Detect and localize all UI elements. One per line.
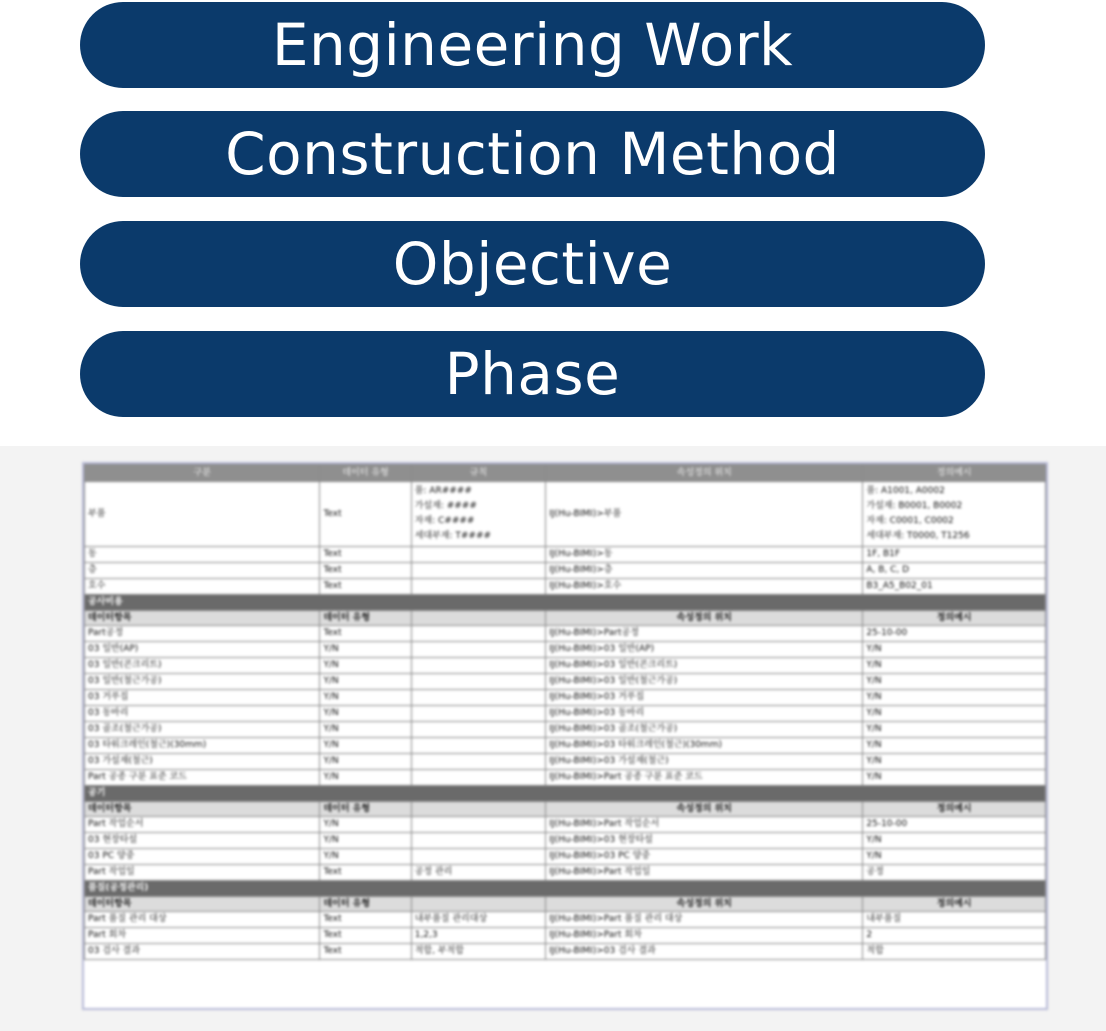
table-cell: 적합, 부적합 — [411, 944, 546, 960]
table-cell: Part 회차 — [85, 928, 320, 944]
table-cell — [411, 579, 546, 595]
table-cell: Text — [320, 865, 411, 881]
table-cell — [411, 817, 546, 833]
section-title: 공사비용 — [85, 595, 1046, 611]
table-row — [85, 674, 1046, 690]
table-cell — [411, 563, 546, 579]
table-row — [85, 928, 1046, 944]
table-row — [85, 817, 1046, 833]
table-cell: 03 PC 양중 — [85, 849, 320, 865]
cell-line: 자재: C0001, C0002 — [866, 516, 954, 526]
cell-line: 가설재: #### — [414, 501, 477, 511]
section-header-row — [85, 611, 1046, 626]
table-cell: 속성정의 위치 — [546, 802, 863, 817]
table-row — [85, 770, 1046, 786]
table-cell: 03 타워크레인(철근)(30mm) — [85, 738, 320, 754]
table-cell: 정의예시 — [863, 802, 1046, 817]
table-cell: Part 작업순서 — [85, 817, 320, 833]
table-cell — [411, 802, 546, 817]
table-cell: Y/N — [320, 642, 411, 658]
table-cell: Y/N — [320, 849, 411, 865]
table-row — [85, 738, 1046, 754]
table-cell: A, B, C, D — [863, 563, 1046, 579]
table-cell — [411, 897, 546, 912]
section-title: 품질(공정관리) — [85, 881, 1046, 897]
cell-line: 세대부재: T#### — [414, 531, 492, 541]
table-cell: 데이터항목 — [85, 802, 320, 817]
table-cell: 속성정의 위치 — [546, 465, 863, 482]
table-cell: IJ(Hu-BIMI)>03 현장타설 — [546, 833, 863, 849]
table-cell: Y/N — [863, 658, 1046, 674]
table-cell: 03 동바리 — [85, 706, 320, 722]
table-cell: Y/N — [863, 738, 1046, 754]
cell-line: 세대부재: T0000, T1256 — [866, 531, 970, 541]
table-cell: Y/N — [320, 770, 411, 786]
table-cell: 데이터 유형 — [320, 465, 411, 482]
table-cell: IJ(Hu-BIMI)>Part 작업일 — [546, 865, 863, 881]
table-cell: Y/N — [320, 658, 411, 674]
table-cell: IJ(Hu-BIMI)>03 일반(콘크리트) — [546, 658, 863, 674]
table-cell: Y/N — [320, 754, 411, 770]
table-cell: Y/N — [863, 642, 1046, 658]
data-definition-table — [84, 464, 1046, 960]
table-cell: Text — [320, 563, 411, 579]
table-cell: Text — [320, 626, 411, 642]
table-cell: 데이터 유형 — [320, 611, 411, 626]
table-cell: Y/N — [320, 722, 411, 738]
table-row — [85, 579, 1046, 595]
table-cell: 데이터 유형 — [320, 897, 411, 912]
table-cell: Y/N — [320, 690, 411, 706]
table-row — [85, 642, 1046, 658]
table-cell: IJ(Hu-BIMI)>03 거푸집 — [546, 690, 863, 706]
table-cell: 속성정의 위치 — [546, 611, 863, 626]
table-row — [85, 849, 1046, 865]
table-cell: IJ(Hu-BIMI)>03 일반(철근가공) — [546, 674, 863, 690]
table-cell: 1,2,3 — [411, 928, 546, 944]
table-cell: 적합 — [863, 944, 1046, 960]
table-cell: 03 가설재(철근) — [85, 754, 320, 770]
table-cell: Y/N — [320, 674, 411, 690]
section-header-row — [85, 802, 1046, 817]
table-row — [85, 658, 1046, 674]
construction-method-button[interactable]: Construction Method — [80, 111, 985, 197]
table-cell — [411, 658, 546, 674]
section-title-row — [85, 786, 1046, 802]
table-row — [85, 563, 1046, 579]
table-cell — [411, 611, 546, 626]
table-cell — [411, 482, 546, 547]
table-cell: Y/N — [320, 817, 411, 833]
table-cell: IJ(Hu-BIMI)>Part 품질 관리 대상 — [546, 912, 863, 928]
table-cell: 03 일반(철근가공) — [85, 674, 320, 690]
table-cell: 속성정의 위치 — [546, 897, 863, 912]
table-cell: 03 현장타설 — [85, 833, 320, 849]
table-cell — [411, 833, 546, 849]
table-cell: Part 공종 구분 표준 코드 — [85, 770, 320, 786]
table-cell: 정의예시 — [863, 465, 1046, 482]
table-cell — [411, 706, 546, 722]
table-cell: IJ(Hu-BIMI)>03 동바리 — [546, 706, 863, 722]
table-cell: Y/N — [863, 722, 1046, 738]
table-cell: Y/N — [863, 849, 1046, 865]
table-cell: 데이터 유형 — [320, 802, 411, 817]
table-cell: 부품 — [85, 482, 320, 547]
table-cell: 03 골조(철근가공) — [85, 722, 320, 738]
table-row — [85, 833, 1046, 849]
cell-line: 가설재: B0001, B0002 — [866, 501, 963, 511]
table-cell: 03 검사 결과 — [85, 944, 320, 960]
table-cell: B3_A5_B02_01 — [863, 579, 1046, 595]
section-title: 공기 — [85, 786, 1046, 802]
table-cell: IJ(Hu-BIMI)>Part 공종 구분 표준 코드 — [546, 770, 863, 786]
table-cell: Y/N — [863, 754, 1046, 770]
table-cell: IJ(Hu-BIMI)>Part 작업순서 — [546, 817, 863, 833]
table-cell: IJ(Hu-BIMI)>03 PC 양중 — [546, 849, 863, 865]
table-row — [85, 626, 1046, 642]
table-cell: IJ(Hu-BIMI)>03 골조(철근가공) — [546, 722, 863, 738]
table-cell: Y/N — [863, 674, 1046, 690]
table-cell: 25-10-00 — [863, 817, 1046, 833]
section-title-row — [85, 881, 1046, 897]
table-cell — [411, 626, 546, 642]
table-cell: 호수 — [85, 579, 320, 595]
table-cell: Text — [320, 482, 411, 547]
table-cell: 규칙 — [411, 465, 546, 482]
table-cell — [863, 482, 1046, 547]
table-cell: 03 거푸집 — [85, 690, 320, 706]
table-row — [85, 754, 1046, 770]
table-cell: IJ(Hu-BIMI)>03 검사 결과 — [546, 944, 863, 960]
table-row — [85, 865, 1046, 881]
engineering-work-button[interactable]: Engineering Work — [80, 2, 985, 88]
objective-button[interactable]: Objective — [80, 221, 985, 307]
table-cell — [411, 674, 546, 690]
table-cell: Y/N — [863, 770, 1046, 786]
table-cell: IJ(Hu-BIMI)>호수 — [546, 579, 863, 595]
table-cell: 2 — [863, 928, 1046, 944]
table-cell: Text — [320, 912, 411, 928]
table-cell: IJ(Hu-BIMI)>03 일반(AP) — [546, 642, 863, 658]
table-header-row — [85, 465, 1046, 482]
table-cell — [411, 690, 546, 706]
table-cell: IJ(Hu-BIMI)>03 가설재(철근) — [546, 754, 863, 770]
table-cell: Y/N — [320, 706, 411, 722]
table-cell: 층 — [85, 563, 320, 579]
table-cell: 03 일반(콘크리트) — [85, 658, 320, 674]
table-row — [85, 690, 1046, 706]
table-cell: 공정 관리 — [411, 865, 546, 881]
table-cell: Y/N — [863, 690, 1046, 706]
section-title-row — [85, 595, 1046, 611]
table-cell: IJ(Hu-BIMI)>Part공정 — [546, 626, 863, 642]
table-cell: 동 — [85, 547, 320, 563]
table-cell: Part 품질 관리 대상 — [85, 912, 320, 928]
table-cell: Text — [320, 944, 411, 960]
cell-line: 자재: C#### — [414, 516, 475, 526]
table-cell: IJ(Hu-BIMI)>Part 회차 — [546, 928, 863, 944]
table-cell: 데이터항목 — [85, 611, 320, 626]
table-cell: IJ(Hu-BIMI)>부품 — [546, 482, 863, 547]
table-cell: Text — [320, 547, 411, 563]
table-row — [85, 722, 1046, 738]
table-cell: Text — [320, 579, 411, 595]
table-cell — [411, 754, 546, 770]
table-cell — [411, 738, 546, 754]
table-cell — [411, 722, 546, 738]
table-cell: Part공정 — [85, 626, 320, 642]
cell-line: 품: A1001, A0002 — [866, 486, 945, 496]
table-row — [85, 547, 1046, 563]
table-cell: IJ(Hu-BIMI)>층 — [546, 563, 863, 579]
table-cell — [411, 642, 546, 658]
table-cell: IJ(Hu-BIMI)>03 타워크레인(철근)(30mm) — [546, 738, 863, 754]
table-cell: 구분 — [85, 465, 320, 482]
table-cell: 내부품질 — [863, 912, 1046, 928]
spreadsheet-image — [82, 462, 1048, 1010]
phase-button[interactable]: Phase — [80, 331, 985, 417]
table-cell: 25-10-00 — [863, 626, 1046, 642]
table-row — [85, 944, 1046, 960]
table-cell: 데이터항목 — [85, 897, 320, 912]
table-cell: 공정 — [863, 865, 1046, 881]
table-cell: IJ(Hu-BIMI)>동 — [546, 547, 863, 563]
table-row — [85, 912, 1046, 928]
table-cell — [411, 770, 546, 786]
cell-line: 품: AR#### — [414, 486, 472, 496]
table-image-panel — [0, 446, 1106, 1031]
table-cell: Y/N — [320, 738, 411, 754]
table-cell: Y/N — [863, 833, 1046, 849]
section-header-row — [85, 897, 1046, 912]
table-cell: 정의예시 — [863, 897, 1046, 912]
table-cell: 정의예시 — [863, 611, 1046, 626]
table-cell: Y/N — [320, 833, 411, 849]
table-cell: 1F, B1F — [863, 547, 1046, 563]
table-cell: Text — [320, 928, 411, 944]
table-cell: 내부품질 관리대상 — [411, 912, 546, 928]
table-cell: Y/N — [863, 706, 1046, 722]
table-row — [85, 482, 1046, 547]
table-row — [85, 706, 1046, 722]
table-cell: Part 작업일 — [85, 865, 320, 881]
table-cell — [411, 547, 546, 563]
table-cell — [411, 849, 546, 865]
table-cell: 03 일반(AP) — [85, 642, 320, 658]
